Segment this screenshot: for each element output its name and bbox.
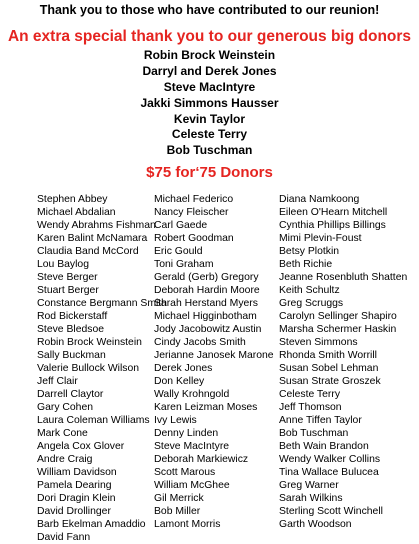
donor-name: Claudia Band McCord	[37, 246, 139, 258]
donor-name: Scott Marous	[154, 467, 216, 479]
donor-name: Rod Bickerstaff	[37, 311, 108, 323]
donor-name: Sarah Herstand Myers	[154, 298, 258, 310]
donor-name: Carolyn Sellinger Shapiro	[279, 311, 397, 323]
donor-name: Jody Jacobowitz Austin	[154, 324, 262, 336]
donor-name: Lamont Morris	[154, 519, 221, 531]
donor-name: Gil Merrick	[154, 493, 204, 505]
donor-name: Steve Bledsoe	[37, 324, 105, 336]
donor-name: Stephen Abbey	[37, 194, 108, 205]
donor-name: Diana Namkoong	[279, 194, 360, 205]
donor-name: William McGhee	[154, 480, 230, 492]
thank-you-heading: Thank you to those who have contributed to our reunion!	[39, 3, 380, 17]
donor-name: Gerald (Gerb) Gregory	[154, 272, 259, 284]
big-donor-name: Steve MacIntyre	[163, 79, 256, 94]
donor-name: Andre Craig	[37, 454, 93, 466]
donor-name: Stuart Berger	[37, 285, 99, 297]
donor-name: Celeste Terry	[279, 389, 341, 401]
donor-name: Michael Abdalian	[37, 207, 116, 219]
donor-name: Don Kelley	[154, 376, 205, 388]
big-donors-list	[0, 48, 419, 159]
donor-name: Dori Dragin Klein	[37, 493, 116, 505]
donor-name: Betsy Plotkin	[279, 246, 340, 258]
donor-name: Laura Coleman Williams	[37, 415, 150, 427]
big-donor-name: Robin Brock Weinstein	[143, 48, 276, 62]
donor-name: Mimi Plevin-Foust	[279, 233, 362, 245]
donor-name: Lou Baylog	[37, 259, 89, 271]
donor-name: Jeff Clair	[37, 376, 78, 388]
donors-75-heading: $75 for‘75 Donors	[146, 164, 273, 181]
donor-name: Beth Wain Brandon	[279, 441, 369, 453]
donor-name: Jerianne Janosek Marone	[154, 350, 274, 362]
donor-name: Steve MacIntyre	[154, 441, 230, 453]
donor-name: William Davidson	[37, 467, 117, 479]
donor-name: Marsha Schermer Haskin	[279, 324, 397, 336]
donor-name: Greg Scruggs	[279, 298, 344, 310]
big-donor-name: Darryl and Derek Jones	[142, 63, 277, 78]
donor-name: Carl Gaede	[154, 220, 208, 232]
donor-name: Tina Wallace Bulucea	[279, 467, 379, 479]
donor-column-2	[154, 193, 274, 531]
donor-name: Valerie Bullock Wilson	[37, 363, 140, 375]
donor-name: Michael Federico	[154, 194, 234, 205]
donor-name: Darrell Claytor	[37, 389, 104, 401]
big-donor-name: Kevin Taylor	[173, 111, 246, 126]
donor-name: Eileen O'Hearn Mitchell	[279, 207, 388, 219]
donor-name: Constance Bergmann Smith	[37, 298, 167, 310]
donor-name: Anne Tiffen Taylor	[279, 415, 362, 427]
donor-name: David Drollinger	[37, 506, 111, 518]
donor-name: Greg Warner	[279, 480, 339, 492]
donor-name: Wally Krohngold	[154, 389, 230, 401]
donor-name: Susan Strate Groszek	[279, 376, 381, 388]
donor-name: Beth Richie	[279, 259, 333, 271]
donor-name: Mark Cone	[37, 428, 88, 440]
donor-name: Keith Schultz	[279, 285, 340, 297]
donor-name: Robin Brock Weinstein	[37, 337, 142, 349]
donor-name: Karen Leizman Moses	[154, 402, 258, 414]
donor-name: Pamela Dearing	[37, 480, 112, 492]
big-donor-name: Celeste Terry	[171, 127, 248, 142]
donor-name: Gary Cohen	[37, 402, 94, 414]
donor-name: Cindy Jacobs Smith	[154, 337, 246, 349]
donor-name: Steven Simmons	[279, 337, 358, 349]
donor-name: Sterling Scott Winchell	[279, 506, 383, 518]
donor-name: Susan Sobel Lehman	[279, 363, 379, 375]
donor-name: Wendy Abrahms Fishman	[37, 220, 156, 232]
donor-name: Deborah Markiewicz	[154, 454, 249, 466]
donor-column-1	[37, 193, 167, 544]
donor-name: Wendy Walker Collins	[279, 454, 381, 466]
donor-name: Jeff Thomson	[279, 402, 342, 414]
big-donor-name: Jakki Simmons Hausser	[140, 95, 279, 110]
donor-name: Michael Higginbotham	[154, 311, 257, 323]
donor-name: Garth Woodson	[279, 519, 352, 531]
big-donors-heading: An extra special thank you to our generous big donors	[7, 28, 412, 45]
donor-name: Karen Balint McNamara	[37, 233, 148, 245]
donor-name: Sally Buckman	[37, 350, 106, 362]
donor-name: David Fann	[37, 532, 91, 544]
donor-name: Cynthia Phillips Billings	[279, 220, 386, 232]
donor-name: Denny Linden	[154, 428, 219, 440]
donor-column-3	[279, 193, 407, 531]
donor-name: Deborah Hardin Moore	[154, 285, 260, 297]
donor-name: Sarah Wilkins	[279, 493, 343, 505]
donor-name: Toni Graham	[154, 259, 214, 271]
donor-name: Jeanne Rosenbluth Shatten	[279, 272, 408, 284]
donor-name: Derek Jones	[154, 363, 213, 375]
donor-name: Barb Ekelman Amaddio	[37, 519, 146, 531]
donor-name: Ivy Lewis	[154, 415, 197, 427]
donor-name: Steve Berger	[37, 272, 98, 284]
donor-name: Angela Cox Glover	[37, 441, 125, 453]
donor-name: Eric Gould	[154, 246, 203, 258]
donor-name: Robert Goodman	[154, 233, 234, 245]
donor-name: Rhonda Smith Worrill	[279, 350, 377, 362]
big-donor-name: Bob Tuschman	[166, 143, 253, 158]
donor-name: Bob Miller	[154, 506, 201, 518]
donor-name: Nancy Fleischer	[154, 207, 229, 219]
donor-name: Bob Tuschman	[279, 428, 349, 440]
